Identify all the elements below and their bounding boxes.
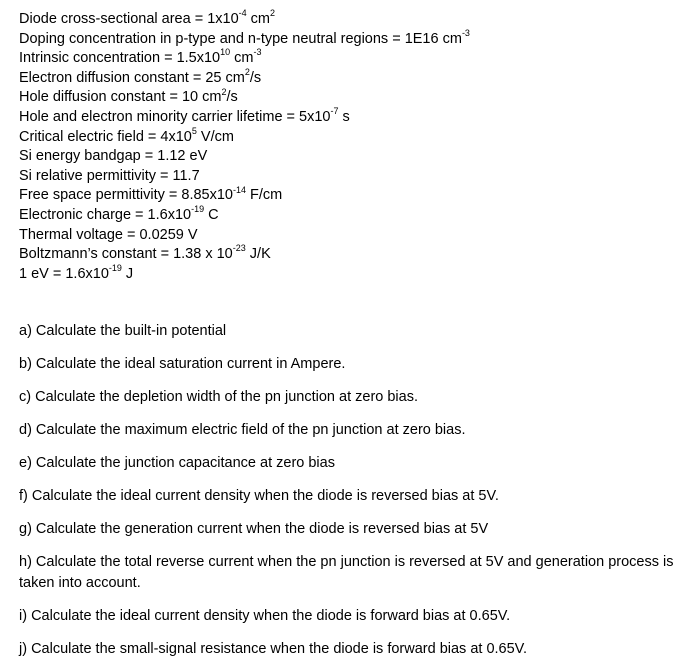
given-item: Thermal voltage = 0.0259 V	[19, 226, 198, 243]
question-c: c) Calculate the depletion width of the pn junction at zero bias.	[19, 389, 418, 405]
given-item: Boltzmann’s constant = 1.38 x $10^{-23}$ J/K	[19, 243, 271, 263]
given-item: 1 eV = $1.6x10^{-19}$ J	[19, 262, 134, 282]
given-item: Free space permittivity = $8.85x10^{-14}$ F/cm	[19, 184, 283, 204]
given-item: Si relative permittivity = 11.7	[19, 167, 200, 184]
questions-list	[19, 321, 684, 672]
question-b: b) Calculate the ideal saturation current in Ampere.	[19, 356, 346, 372]
given-item: Hole diffusion constant = 10 $cm^2/s$	[19, 86, 238, 106]
question-a: a) Calculate the built-in potential	[19, 323, 227, 339]
problem-document	[19, 8, 689, 657]
given-item: Doping concentration in p-type and n-type neutral regions = 1E16 $cm^{-3}$	[19, 27, 470, 47]
given-item: Diode cross-sectional area = $1x10^{-4}$ $cm^2$	[19, 8, 276, 27]
given-item: Si energy bandgap = 1.12 eV	[19, 148, 208, 165]
question-f: f) Calculate the ideal current density when the diode is reversed bias at 5V.	[19, 488, 499, 504]
given-item: Electron diffusion constant = 25 $cm^2/s$	[19, 66, 262, 86]
question-g: g) Calculate the generation current when the diode is reversed bias at 5V	[19, 521, 489, 537]
given-item: Intrinsic concentration = $1.5x10^{10}$ $cm^{-3}$	[19, 47, 262, 67]
question-e: e) Calculate the junction capacitance at zero bias	[19, 455, 335, 471]
question-j: j) Calculate the small-signal resistance when the diode is forward bias at 0.65V.	[19, 641, 528, 657]
question-i: i) Calculate the ideal current density when the diode is forward bias at 0.65V.	[19, 608, 511, 624]
given-item: Critical electric field = $4x10^5$ V/cm	[19, 125, 234, 145]
question-h: h) Calculate the total reverse current when the pn junction is reversed at 5V and generation process is taken into account.	[19, 554, 674, 591]
given-item: Hole and electron minority carrier lifetime = $5x10^{-7}$ s	[19, 106, 350, 125]
given-parameters-list	[19, 10, 689, 284]
question-d: d) Calculate the maximum electric field of the pn junction at zero bias.	[19, 422, 466, 438]
given-item: Electronic charge = $1.6x10^{-19}$ C	[19, 204, 219, 223]
